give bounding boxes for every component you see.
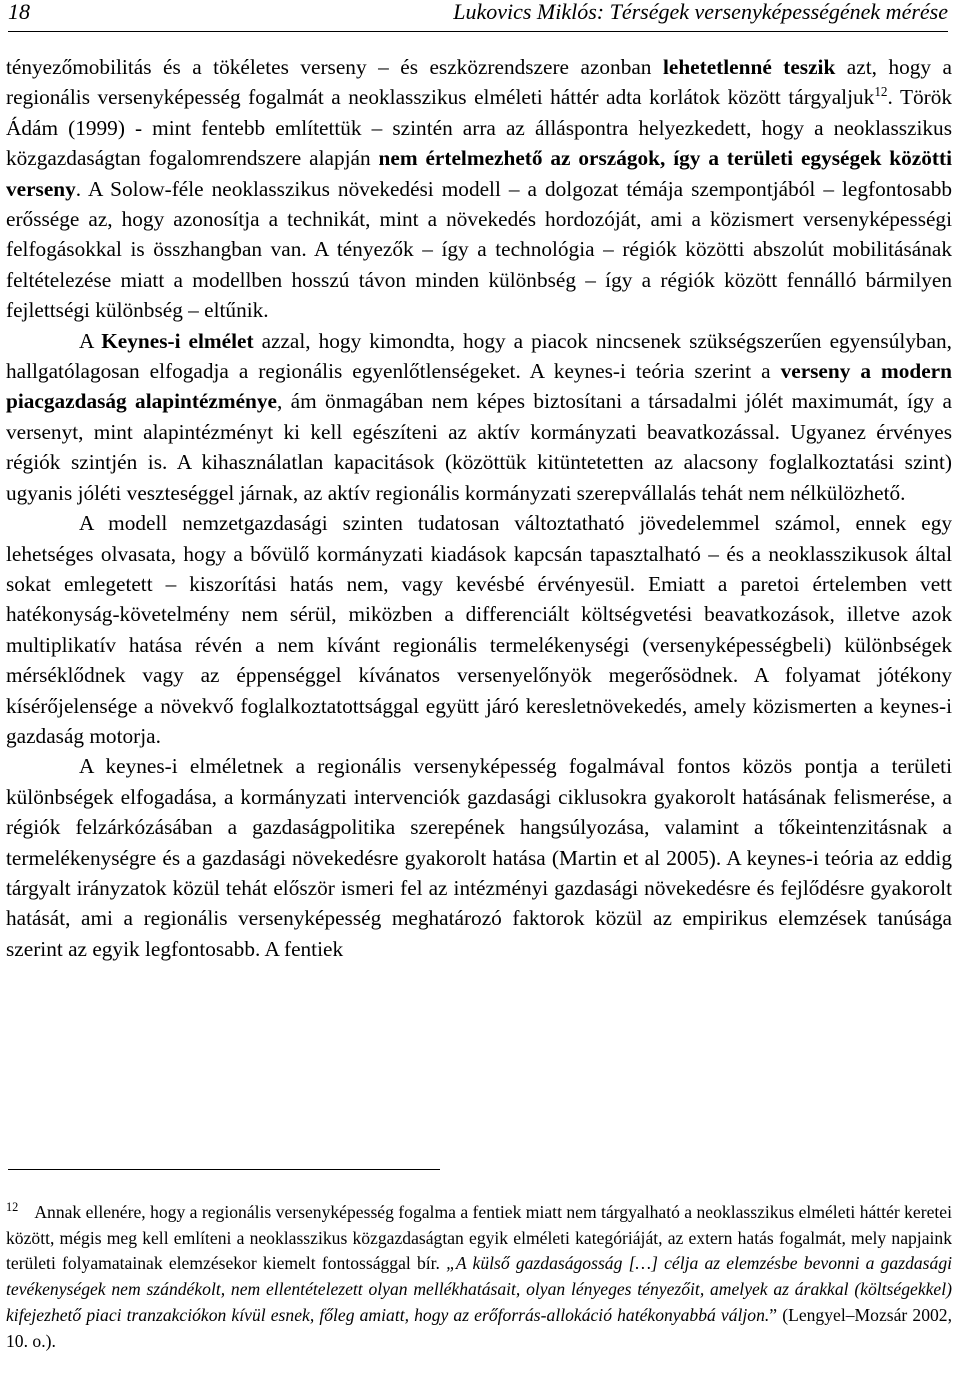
- bold-text-run: Keynes-i elmélet: [101, 328, 254, 353]
- bold-text-run: lehetetlenné teszik: [662, 55, 836, 79]
- running-title: Lukovics Miklós: Térségek versenyképességének mérése: [453, 0, 948, 24]
- footnote-ref: 12: [874, 84, 888, 100]
- text-run: A keynes-i elméletnek a regionális versenyképesség fogalmával fontos közös pontja a területi különbségek elfogadása, a kormányzati intervenciók gazdasági ciklusokra gyakorolt hatásának felismerése, a régiók felzárkózásában a gazdaságpolitika szerepének hangsúlyozása, valamint a tőkeintenzitásnak a termelékenységre és a gazdasági növekedésre gyakorolt hatása (Martin et al 2005). A keynes-i teória az eddig tárgyalt irányzatok közül tehát először ismeri fel az intézményi gazdasági növekedésre és fejlődésre gyakorolt hatását, ami a regionális versenyképesség meghatározó faktorok közül az empirikus elemzések tanúsága szerint az egyik legfontosabb. A fentiek: [6, 754, 952, 961]
- header-rule: [8, 31, 948, 32]
- footnote-text: [6, 1200, 952, 1354]
- text-run: azt, hogy a regionális versenyképesség fogalmát a neoklasszikus elméleti háttér adta korlátok között tárgyaljuk: [6, 55, 952, 110]
- text-run: A modell nemzetgazdasági szinten tudatosan változtatható jövedelemmel számol, ennek egy lehetséges olvasata, hogy a bővülő kormányzati kiadások kapcsán tapasztalható – és a neoklasszikusok által sokat emlegetett – kiszorítási hatás nem, vagy kevésbé érvényesül. Emiatt a paretoi értelemben vett hatékonyság-követelmény nem sérül, miközben a differenciált költségvetési beavatkozások, illetve azok multiplikatív hatása révén a nem kívánt regionális termelékenységi (versenyképességbeli) különbségek mérséklődnek vagy az éppenséggel kívánatos versenyelőnyök megerősödnek. A folyamat jótékony kísérőjelensége a növekvő foglalkoztatottsággal együtt járó keresletnövekedés, amely közismerten a keynes-i gazdaság motorja.: [6, 511, 952, 748]
- text-run: , ám önmagában nem képes biztosítani a társadalmi jólét maximumát, így a versenyt, mint alapintézményt ki kell egészíteni az aktív kormányzati beavatkozással. Ugyanez érvényes régiók szintjén is. A kihasználatlan kapacitások (közöttük kitüntetetten az alacsony foglalkoztatási szint) ugyanis jóléti veszteséggel járnak, az aktív regionális kormányzati szerepvállalás tehát nem nélkülözhető.: [6, 389, 952, 505]
- footnote-separator: [8, 1169, 440, 1170]
- text-run: A: [79, 328, 102, 353]
- text-run: Annak ellenére, hogy a regionális versenyképesség fogalma a fentiek miatt nem tárgyalható a neoklasszikus elméleti háttér keretei között, mégis meg kell említeni a neoklasszikus közgazdaságtan egyik elméleti kategóriáját, az extern hatás fogalmát, mely napjaink területi folyamatainak elemzésekor kiemelt fontossággal bír.: [6, 1202, 952, 1274]
- footnote: [6, 1200, 952, 1354]
- text-run: tényezőmobilitás és a tökéletes verseny – és eszközrendszere azonban: [6, 55, 663, 79]
- italic-text-run: „A külső gazdaságosság […] célja az elemzésbe bevonni a gazdasági tevékenységek nem szándékolt, nem ellentételezett olyan mellékhatásait, olyan lényeges tényezőit, amelyek az árakkal (költségekkel) kifejezhető piaci tranzakciókon kívül esnek, főleg amiatt, hogy az erőforrás-allokáció hatékonyabbá váljon.: [6, 1253, 952, 1325]
- text-run: azzal, hogy kimondta, hogy a piacok nincsenek szükségszerűen egyensúlyban, hallgatólagosan elfogadja a regionális egyenlőtlenségeket. A keynes-i teória szerint a: [6, 328, 953, 384]
- text-run: . A Solow-féle neoklasszikus növekedési modell – a dolgozat témája szempontjából – legfontosabb erőssége az, hogy azonosítja a technikát, mint a növekedés hordozóját, ami a közismert versenyképességi felfogásokkal is összhangban van. A tényezők – így a technológia – régiók közötti abszolút mobilitásának feltételezése miatt a modellben hosszú távon minden különbség – így a régiók között fennálló bármilyen fejlettségi különbség – eltűnik.: [6, 176, 952, 323]
- paragraph: [6, 508, 952, 751]
- text-run: . Török Ádám (1999) - mint fentebb említettük – szintén arra az álláspontra helyezkedett, hogy a neoklasszikus közgazdaságtan fogalomrendszere alapján: [6, 85, 952, 171]
- paragraph: [6, 326, 952, 508]
- bold-text-run: verseny a modern piacgazdaság alapintézménye: [6, 359, 952, 414]
- paragraph: [6, 751, 952, 964]
- paragraph: [6, 52, 952, 326]
- page-number: 18: [8, 0, 30, 24]
- bold-text-run: nem értelmezhető az országok, így a területi egységek közötti verseny: [6, 146, 953, 201]
- running-header: [8, 0, 948, 26]
- footnote-ref: 12: [6, 1200, 19, 1215]
- text-run: ” (Lengyel–Mozsár 2002, 10. o.).: [6, 1304, 952, 1351]
- body-text: [6, 52, 952, 964]
